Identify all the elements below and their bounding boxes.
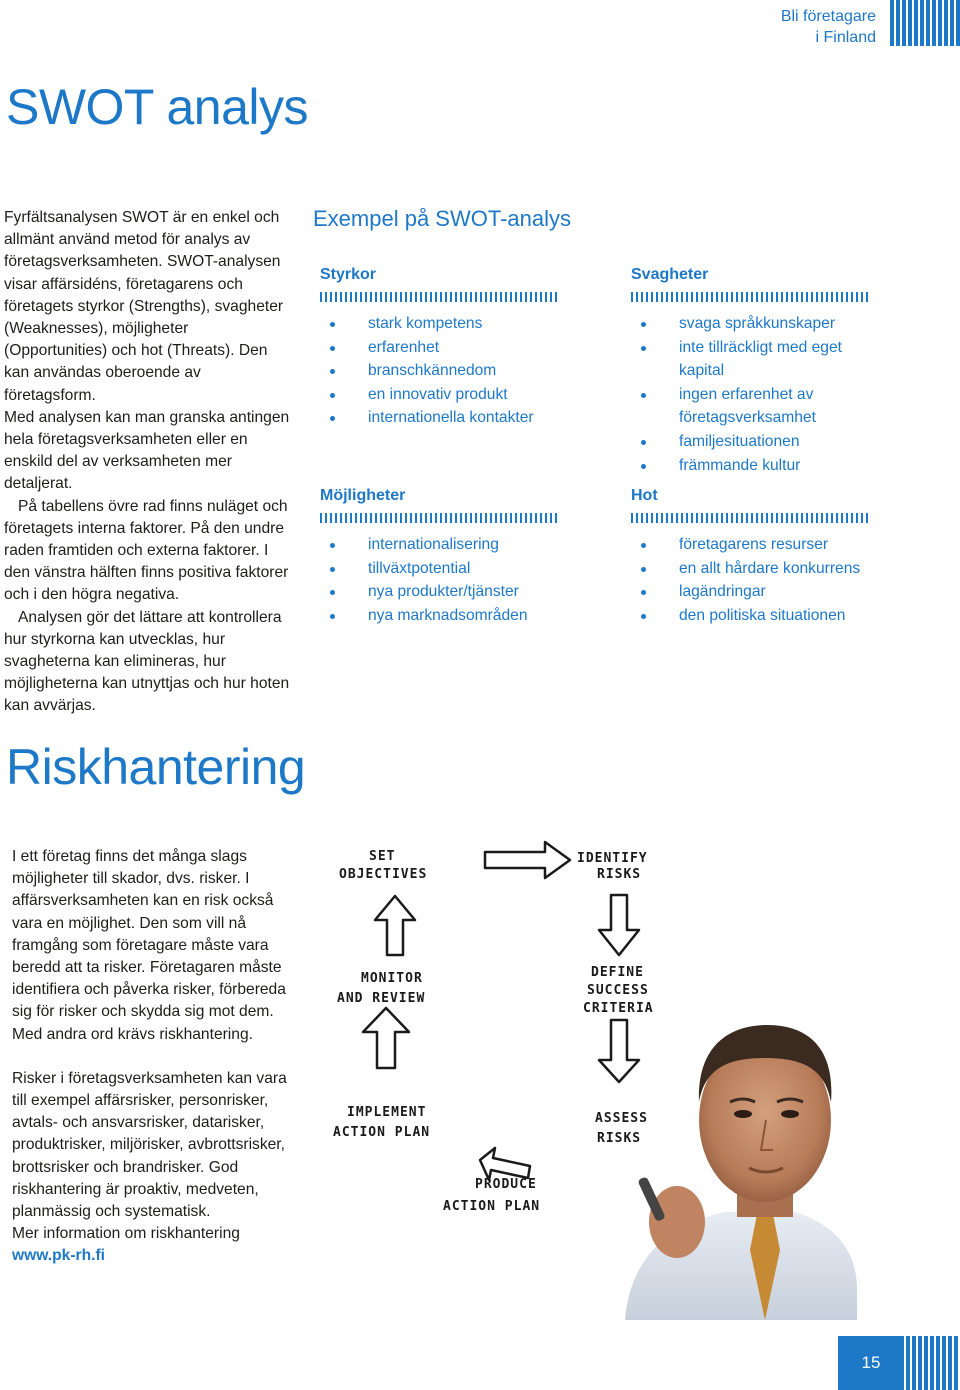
arrow-right-icon — [485, 842, 570, 878]
list-item: internationalisering — [320, 533, 560, 557]
bullet-icon — [641, 567, 646, 572]
page-number: 15 — [838, 1336, 904, 1390]
risk-paragraph-2: Risker i företagsverksamheten kan vara till exempel affärsrisker, personrisker, avtals- och ansvarsrisker, datarisker, produktrisker, miljörisker, avbrottsrisker, brottsrisker och brandrisker. God riskhantering är proaktiv, medveten, planmässig och systematisk. — [12, 1069, 287, 1221]
bullet-icon — [641, 543, 646, 548]
swot-paragraph-4: Analysen gör det lättare att kontrollera hur styrkorna kan utvecklas, hur svagheterna kan elimineras, hur möjligheterna kan utnyttjas och hur hoten kan avvärjas. — [4, 608, 290, 715]
brand-label — [730, 6, 876, 48]
swot-paragraph-1: Fyrfältsanalysen SWOT är en enkel och allmänt använd metod för analys av företagsverksamheten. SWOT-analysen visar affärsidéns, företagarens och företagets styrkor (Strengths), svagheter (Weaknesses), möjligheter (Opportunities) och hot (Threats). Den kan användas oberoende av företagsform. — [4, 209, 284, 404]
bullet-icon — [330, 567, 335, 572]
quadrant-divider — [320, 292, 560, 302]
footer-stripes-decoration — [906, 1336, 960, 1390]
diagram-implement-label: IMPLEMENT — [347, 1105, 427, 1120]
list-item: en innovativ produkt — [320, 383, 560, 407]
arrow-down-icon — [599, 895, 639, 955]
list-item: främmande kultur — [631, 454, 871, 478]
list-item: internationella kontakter — [320, 406, 560, 430]
diagram-assess-label: ASSESS — [595, 1111, 648, 1126]
diagram-define-label: DEFINE — [591, 965, 644, 980]
quadrant-title-strengths: Styrkor — [320, 266, 377, 283]
list-item: inte tillräckligt med eget kapital — [631, 336, 871, 383]
diagram-risks-label: RISKS — [597, 867, 642, 882]
bullet-icon — [330, 393, 335, 398]
quadrant-divider — [631, 513, 871, 523]
swot-heading: SWOT analys — [6, 79, 308, 135]
diagram-identify-label: IDENTIFY — [577, 851, 648, 866]
threats-list — [631, 533, 871, 627]
bullet-icon — [330, 543, 335, 548]
bullet-icon — [641, 614, 646, 619]
list-item: erfarenhet — [320, 336, 560, 360]
bullet-icon — [641, 346, 646, 351]
diagram-produce-plan-label: ACTION PLAN — [443, 1199, 541, 1214]
bullet-icon — [641, 440, 646, 445]
list-item: nya produkter/tjänster — [320, 580, 560, 604]
quadrant-title-opportunities: Möjligheter — [320, 487, 406, 504]
quadrant-strengths — [320, 266, 560, 430]
diagram-review-label: AND REVIEW — [337, 991, 426, 1006]
diagram-set-label: SET — [369, 849, 396, 864]
arrow-left-icon — [480, 1148, 530, 1180]
brand-line-1: Bli företagare — [780, 8, 876, 25]
opportunities-list — [320, 533, 560, 627]
list-item: branschkännedom — [320, 359, 560, 383]
list-item: den politiska situationen — [631, 604, 871, 628]
bullet-icon — [641, 393, 646, 398]
list-item: stark kompetens — [320, 312, 560, 336]
risk-management-photo — [325, 820, 857, 1320]
bullet-icon — [641, 590, 646, 595]
list-item: tillväxtpotential — [320, 557, 560, 581]
bullet-icon — [330, 416, 335, 421]
strengths-list — [320, 312, 560, 430]
risk-info-link[interactable]: www.pk-rh.fi — [12, 1247, 105, 1265]
quadrant-divider — [631, 292, 871, 302]
diagram-criteria-label: CRITERIA — [583, 1001, 654, 1016]
bullet-icon — [641, 464, 646, 469]
diagram-success-label: SUCCESS — [587, 983, 649, 998]
diagram-assess-risks-label: RISKS — [597, 1131, 642, 1146]
header-stripes-decoration — [890, 0, 960, 46]
arrow-up-icon — [363, 1008, 409, 1068]
swot-body — [4, 207, 292, 718]
bullet-icon — [330, 322, 335, 327]
quadrant-divider — [320, 513, 560, 523]
bullet-icon — [330, 614, 335, 619]
swot-paragraph-2: Med analysen kan man granska antingen hela företagsverksamheten eller en enskild del av verksamheten mer detaljerat. — [4, 408, 290, 493]
risk-more-info: Mer information om riskhantering — [12, 1225, 240, 1243]
quadrant-title-threats: Hot — [631, 487, 658, 504]
swot-paragraph-3: På tabellens övre rad finns nuläget och företagets interna faktorer. På den undre raden framtiden och externa faktorer. I den vänstra hälften finns positiva faktorer och i den högra negativa. — [4, 497, 289, 604]
arrow-down-icon — [599, 1020, 639, 1082]
bullet-icon — [330, 346, 335, 351]
risk-body — [12, 846, 298, 1268]
quadrant-title-weaknesses: Svagheter — [631, 266, 709, 283]
diagram-objectives-label: OBJECTIVES — [339, 867, 428, 882]
list-item: familjesituationen — [631, 430, 871, 454]
diagram-produce-label: PRODUCE — [475, 1177, 537, 1192]
diagram-monitor-label: MONITOR — [361, 971, 423, 986]
risk-heading: Riskhantering — [6, 739, 306, 795]
diagram-action-plan-label: ACTION PLAN — [333, 1125, 431, 1140]
man-illustration — [625, 1025, 857, 1320]
list-item: en allt hårdare konkurrens — [631, 557, 871, 581]
bullet-icon — [641, 322, 646, 327]
list-item: nya marknadsområden — [320, 604, 560, 628]
risk-paragraph-1: I ett företag finns det många slags möjligheter till skador, dvs. risker. I affärsverksamheten kan en risk också vara en möjlighet. Den som vill nå framgång som företagare måste vara beredd att ta risker. Företagaren måste identifiera och påverka risker, förbereda sig för risker och skydda sig mot dem. Med andra ord krävs riskhantering. — [12, 848, 286, 1043]
swot-example-title: Exempel på SWOT-analys — [313, 206, 571, 231]
list-item: ingen erfarenhet av företagsverksamhet — [631, 383, 849, 430]
bullet-icon — [330, 590, 335, 595]
arrow-up-icon — [375, 896, 415, 955]
weaknesses-list — [631, 312, 871, 477]
bullet-icon — [330, 369, 335, 374]
quadrant-opportunities — [320, 487, 560, 627]
list-item: svaga språkkunskaper — [631, 312, 871, 336]
quadrant-threats — [631, 487, 871, 627]
list-item: lagändringar — [631, 580, 871, 604]
brand-line-2: i Finland — [815, 29, 876, 46]
quadrant-weaknesses — [631, 266, 871, 477]
list-item: företagarens resurser — [631, 533, 871, 557]
